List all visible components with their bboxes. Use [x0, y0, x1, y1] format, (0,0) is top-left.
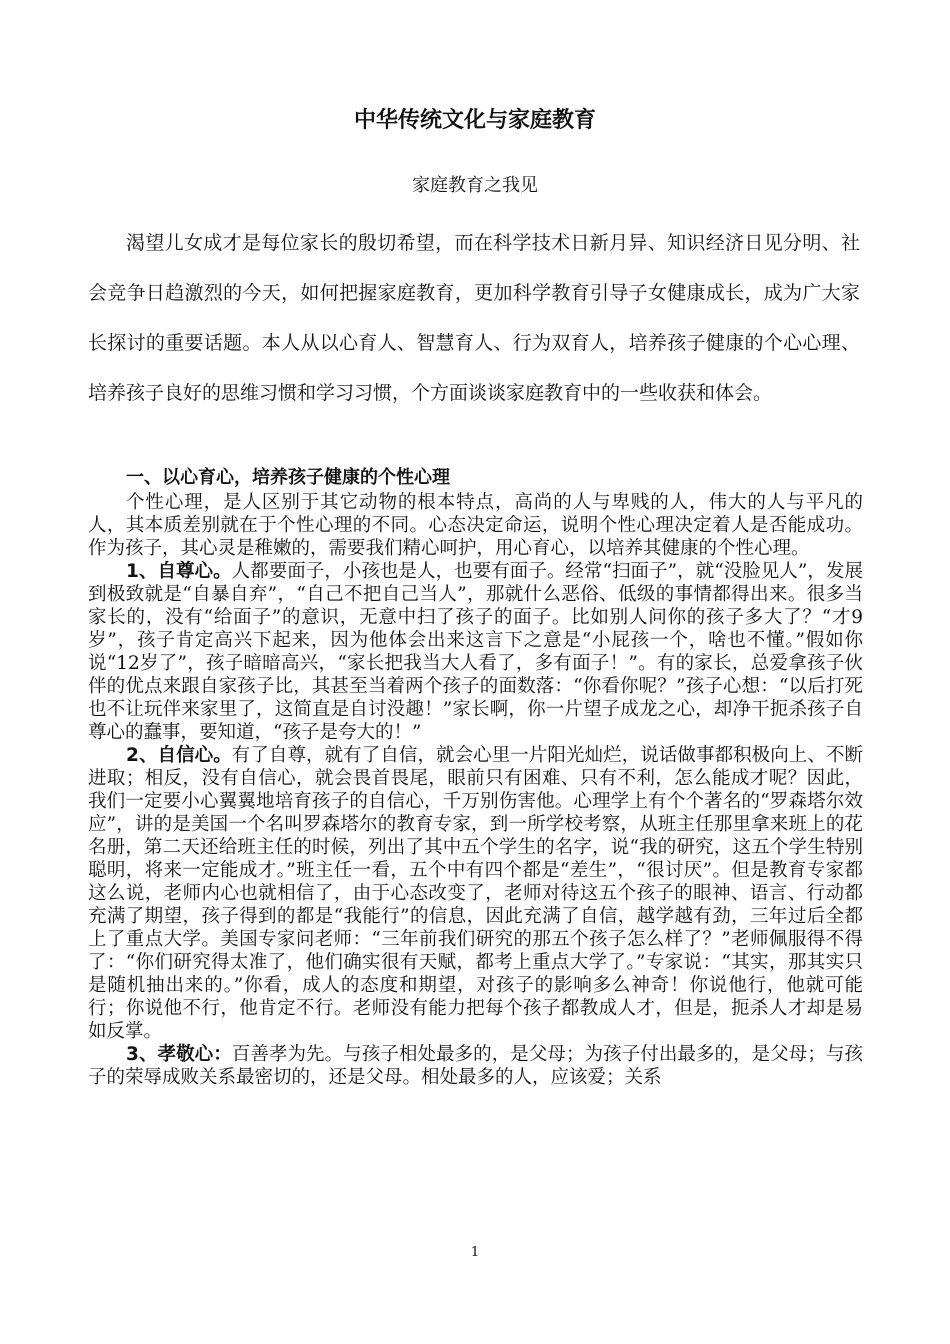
section-intro-paragraph: 个性心理，是人区别于其它动物的根本特点，高尚的人与卑贱的人，伟大的人与平凡的人，其本质差别就在于个性心理的不同。心态决定命运，说明个性心理决定着人是否能成功。作为孩子，其心灵是稚嫩的，需要我们精心呵护，用心育心，以培养其健康的个性心理。	[88, 492, 863, 559]
item-filial-piety	[88, 1043, 863, 1089]
item-lead: 3、孝敬心：	[126, 1044, 232, 1065]
item-text: 人都要面子，小孩也是人，也要有面子。经常“扫面子”，就“没脸见人”，发展到极致就是“自暴自弃”，“自己不把自己当人”，那就什么恶俗、低级的事情都得出来。很多当家长的，没有“给面子”的意识，无意中扫了孩子的面子。比如别人问你的孩子多大了？“才9岁”，孩子肯定高兴下起来，因为他体会出来这言下之意是“小屁孩一个，啥也不懂。”假如你说“12岁了”，孩子暗暗高兴，“家长把我当大人看了，多有面子！”。有的家长，总爱拿孩子伙伴的优点来跟自家孩子比，其甚至当着两个孩子的面数落：“你看你呢？”孩子心想：“以后打死也不让玩伴来家里了，这简直是自讨没趣！”家长啊，你一片望子成龙之心，却净干扼杀孩子自尊心的蠢事，要知道，“孩子是夸大的！”	[88, 561, 863, 743]
item-self-confidence	[88, 744, 863, 1043]
document-subtitle: 家庭教育之我见	[412, 175, 538, 196]
item-text: 有了自尊，就有了自信，就会心里一片阳光灿烂，说话做事都积极向上、不断进取；相反，没有自信心，就会畏首畏尾，眼前只有困难、只有不利，怎么能成才呢？因此，我们一定要小心翼翼地培育孩子的自信心，千万别伤害他。心理学上有个个著名的“罗森塔尔效应”，讲的是美国一个名叫罗森塔尔的教育专家，到一所学校考察，从班主任那里拿来班上的花名册，第二天还给班主任的时候，列出了其中五个学生的名字，说“我的研究，这五个学生特别聪明，将来一定能成才。”班主任一看，五个中有四个都是“差生”，“很讨厌”。但是教育专家都这么说，老师内心也就相信了，由于心态改变了，老师对待这五个孩子的眼神、语言、行动都充满了期望，孩子得到的都是“我能行”的信息，因此充满了自信，越学越有劲，三年过后全都上了重点大学。美国专家问老师：“三年前我们研究的那五个孩子怎么样了？”老师佩服得不得了：“你们研究得太准了，他们确实很有天赋，都考上重点大学了。”专家说：“其实，那其实只是随机抽出来的。”你看，成人的态度和期望，对孩子的影响多么神奇！你说他行，他就可能行；你说他不行，他肯定不行。老师没有能力把每个孩子都教成人才，但是，扼杀人才却是易如反掌。	[88, 745, 863, 1042]
intro-paragraph: 渴望儿女成才是每位家长的殷切希望，而在科学技术日新月异、知识经济日见分明、社会竞争日趋激烈的今天，如何把握家庭教育，更加科学教育引导子女健康成长，成为广大家长探讨的重要话题。本人从以心育人、智慧育人、行为双育人，培养孩子健康的个心心理、培养孩子良好的思维习惯和学习习惯，个方面谈谈家庭教育中的一些收获和体会。	[88, 232, 860, 404]
page-number: 1	[470, 1245, 480, 1260]
document-title: 中华传统文化与家庭教育	[353, 108, 596, 133]
item-lead: 2、自信心。	[126, 745, 232, 766]
item-self-esteem	[88, 560, 863, 744]
section-heading: 一、以心育心，培养孩子健康的个性心理	[126, 467, 450, 488]
item-text: 百善孝为先。与孩子相处最多的，是父母；为孩子付出最多的，是父母；与孩子的荣辱成败关系最密切的，还是父母。相处最多的人，应该爱；关系	[88, 1044, 863, 1088]
item-lead: 1、自尊心。	[126, 561, 232, 582]
section-1	[88, 465, 863, 1089]
